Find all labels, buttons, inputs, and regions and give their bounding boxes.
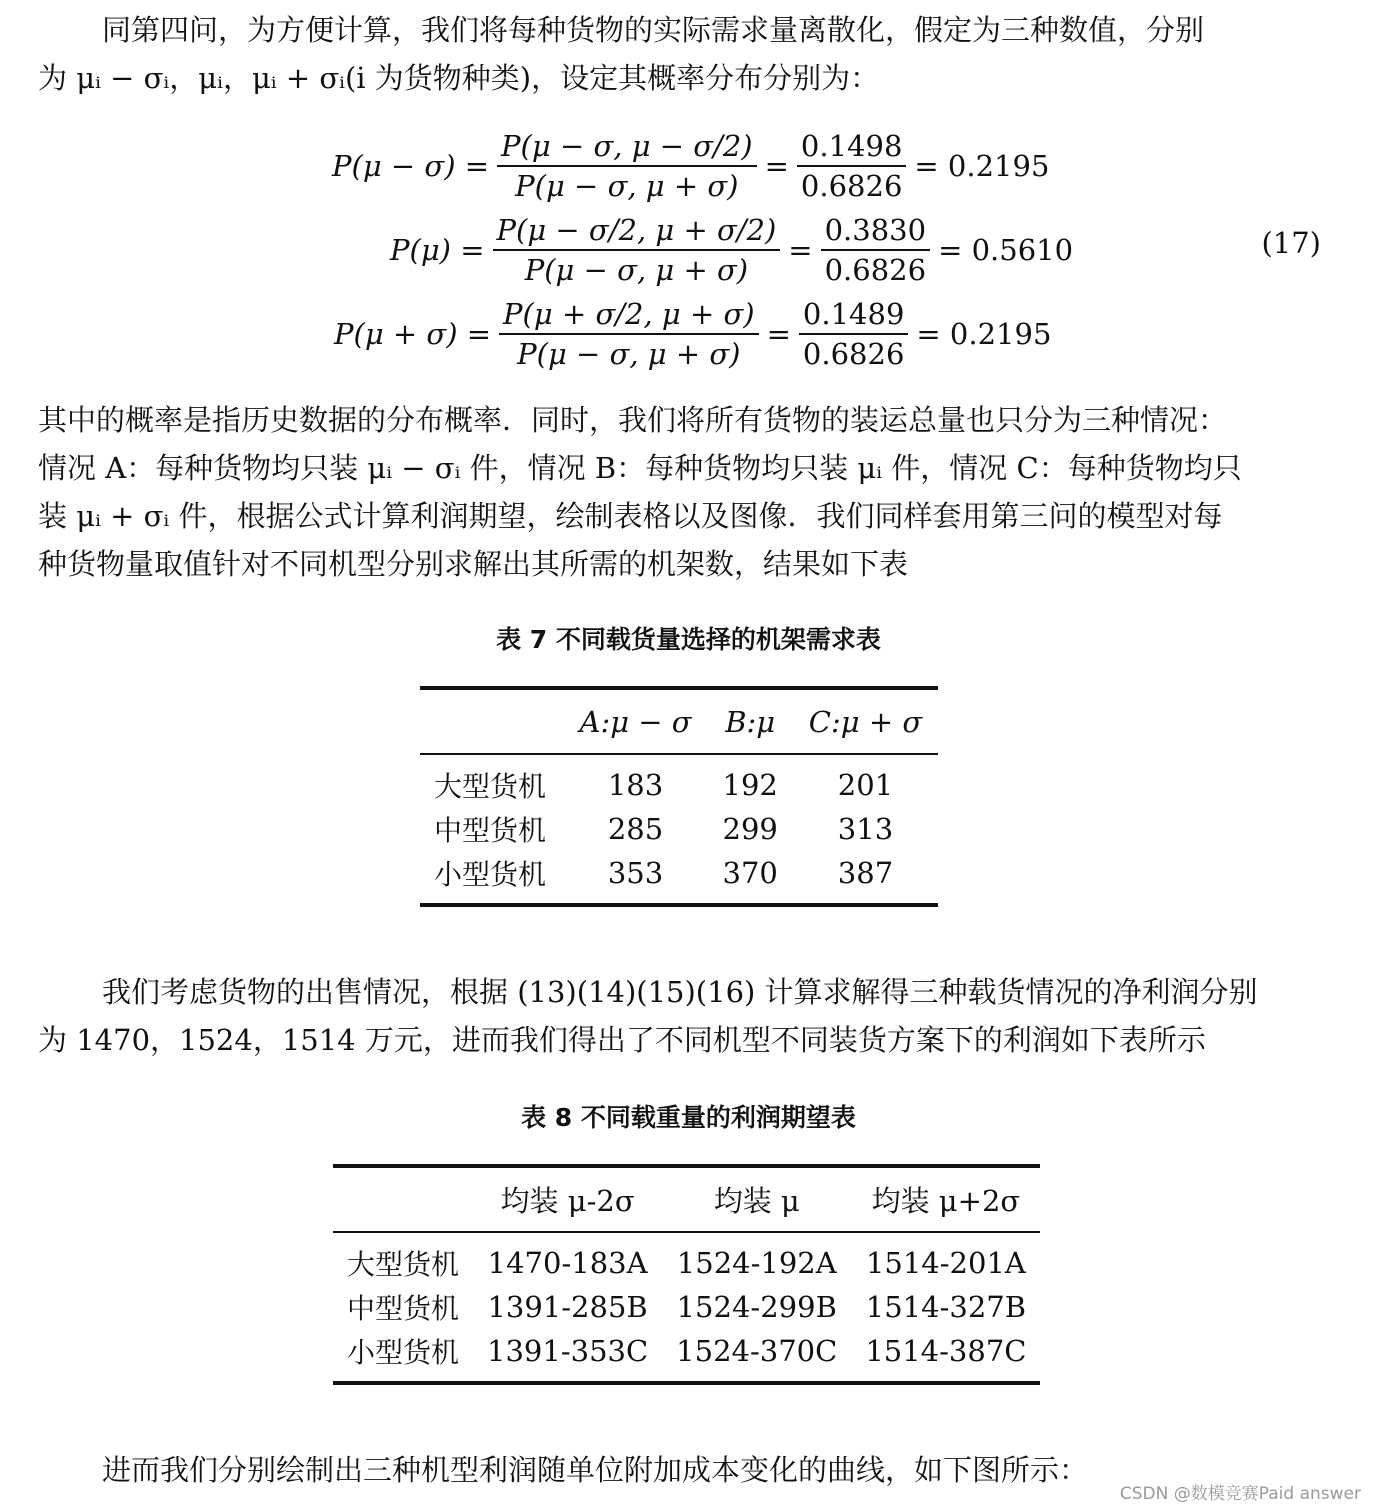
table-row: [333, 1283, 1040, 1331]
equation-number: (17): [1261, 226, 1321, 260]
table-header-cell: A:μ − σ: [564, 688, 708, 754]
row-label: 小型货机: [420, 853, 564, 905]
table-row: [420, 754, 938, 805]
paragraph-curves-line1: 进而我们分别绘制出三种机型利润随单位附加成本变化的曲线，如下图所示：: [102, 1453, 1089, 1487]
table-header-row: [333, 1166, 1040, 1232]
table-cell: 1514-201A: [865, 1246, 1026, 1280]
table-row: [333, 1331, 1040, 1383]
table8-caption: 表 8 不同载重量的利润期望表: [521, 1103, 856, 1132]
table-cell: 1391-285B: [487, 1290, 648, 1324]
paragraph-intro-line1: 同第四问，为方便计算，我们将每种货物的实际需求量离散化，假定为三种数值，分别: [102, 13, 1205, 47]
table-cell: 1514-327B: [865, 1290, 1027, 1324]
table-cell: 183: [607, 768, 664, 802]
table-cell: 370: [707, 853, 793, 905]
fraction: $\frac{P(\mu - \sigma, \mu - \sigma/2)}{P(\mu - \sigma, \mu + \sigma)}$: [497, 127, 757, 205]
table-cell: 1470-183A: [487, 1246, 648, 1280]
table-cell: 353: [564, 853, 708, 905]
table-header-cell: [420, 688, 564, 754]
equation-block-17: [0, 120, 1377, 380]
table-cell: 1514-387C: [851, 1331, 1040, 1383]
table-row: [333, 1232, 1040, 1283]
table-cell: 1391-353C: [473, 1331, 662, 1383]
table7-caption: 表 7 不同载货量选择的机架需求表: [496, 625, 881, 654]
table-cell: 192: [722, 768, 778, 802]
table-cell: 1524-192A: [676, 1246, 837, 1280]
table-header-cell: [333, 1166, 473, 1232]
paragraph-cases-line3: 装 μᵢ + σᵢ 件，根据公式计算利润期望，绘制表格以及图像．我们同样套用第三问的模型对每: [38, 499, 1223, 533]
table7: [420, 686, 938, 907]
table-header-row: [420, 688, 938, 754]
table-cell: 1524-299B: [676, 1290, 837, 1324]
paragraph-profit-line2: 为 1470，1524，1514 万元，进而我们得出了不同机型不同装货方案下的利润如下表所示: [38, 1023, 1206, 1057]
fraction: $\frac{P(\mu + \sigma/2, \mu + \sigma)}{P(\mu - \sigma, \mu + \sigma)}$: [499, 295, 759, 373]
table-cell: 1524-370C: [662, 1331, 851, 1383]
fraction: $\frac{0.1498}{0.6826}$: [797, 127, 906, 205]
paragraph-cases-line4: 种货物量取值针对不同机型分别求解出其所需的机架数，结果如下表: [38, 547, 909, 581]
fraction: $\frac{0.1489}{0.6826}$: [799, 295, 908, 373]
table-row: [420, 805, 938, 853]
row-label: 中型货机: [347, 1292, 460, 1325]
table-header-cell: C:μ + σ: [793, 688, 938, 754]
table-row: [420, 853, 938, 905]
row-label: 小型货机: [333, 1331, 473, 1383]
table-cell: 285: [607, 812, 664, 846]
table-header-cell: 均装 μ: [662, 1166, 851, 1232]
table8: [333, 1164, 1040, 1385]
paragraph-cases-line2: 情况 A：每种货物均只装 μᵢ − σᵢ 件，情况 B：每种货物均只装 μᵢ 件，情况 C：每种货物均只: [38, 451, 1242, 485]
csdn-watermark: CSDN @数模竞赛Paid answer: [1119, 1484, 1361, 1504]
table-cell: 313: [837, 812, 894, 846]
equation-p-mu-minus-sigma: P(μ − σ) = $\frac{P(\mu - \sigma, \mu - \sigma/2)}{P(\mu - \sigma, \mu + \sigma)}$ = $\frac{0.1498}{0.6826}$ = 0.2195: [332, 129, 1050, 203]
table-cell: 299: [722, 812, 778, 846]
table-cell: 387: [793, 853, 938, 905]
fraction: $\frac{P(\mu - \sigma/2, \mu + \sigma/2)}{P(\mu - \sigma, \mu + \sigma)}$: [493, 211, 781, 289]
table-header-cell: 均装 μ-2σ: [473, 1166, 662, 1232]
equation-p-mu: P(μ) = $\frac{P(\mu - \sigma/2, \mu + \sigma/2)}{P(\mu - \sigma, \mu + \sigma)}$ = $\frac{0.3830}{0.6826}$ = 0.5610: [390, 213, 1074, 287]
table-header-cell: B:μ: [707, 688, 793, 754]
paragraph-intro-line2: 为 μᵢ − σᵢ，μᵢ，μᵢ + σᵢ(i 为货物种类)，设定其概率分布分别为：: [38, 61, 880, 95]
equation-p-mu-plus-sigma: P(μ + σ) = $\frac{P(\mu + \sigma/2, \mu + \sigma)}{P(\mu - \sigma, \mu + \sigma)}$ = $\frac{0.1489}{0.6826}$ = 0.2195: [334, 297, 1052, 371]
paragraph-profit-line1: 我们考虑货物的出售情况，根据 (13)(14)(15)(16) 计算求解得三种载货情况的净利润分别: [102, 975, 1258, 1009]
table-cell: 201: [837, 768, 894, 802]
row-label: 中型货机: [434, 814, 547, 847]
row-label: 大型货机: [347, 1248, 460, 1281]
row-label: 大型货机: [434, 770, 547, 803]
paragraph-cases-line1: 其中的概率是指历史数据的分布概率．同时，我们将所有货物的装运总量也只分为三种情况：: [38, 403, 1228, 437]
table-header-cell: 均装 μ+2σ: [851, 1166, 1040, 1232]
fraction: $\frac{0.3830}{0.6826}$: [821, 211, 930, 289]
